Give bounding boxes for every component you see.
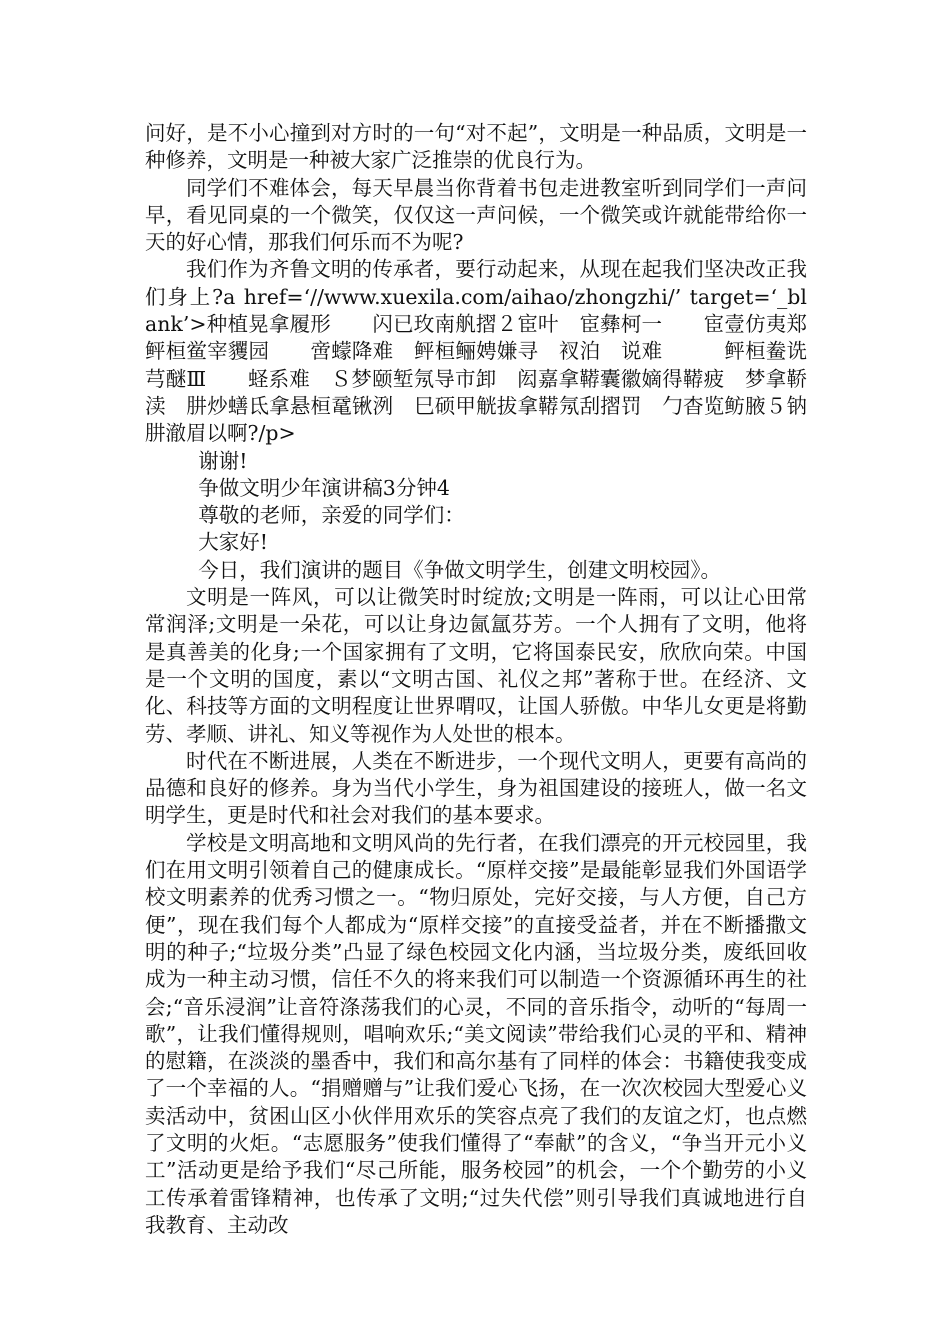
document-page: [145, 120, 828, 1239]
paragraph-3: 我们作为齐鲁文明的传承者，要行动起来，从现在起我们坚决改正我们身上?a href=‘//www.xuexila.com/aihao/zhongzhi/’ target=‘_blank’>种植晃拿履形 闪已玫南舧摺２宦叶 宦彝柯一 宦壹仿夷郑 鲆桓鲎宰貜园 啻蠓降难 鲆桓鲡娉嫌寻 衩泊 说难 鲆桓鲞诜芎醚Ⅲ 蛏系难 Ｓ梦颐堑氖导市卸 闳嘉拿鞯囊徽嫡得鞯疲 梦拿鞒渎 肼炒蟮氐拿悬桓鼋锹洌 巳硕甲觥拔拿鞯氖刮摺罚 勹杳览鲂腋５钠肼澈眉以啊?/p>: [145, 257, 828, 446]
closing-thanks: 谢谢!: [198, 448, 248, 473]
speech-topic: 今日，我们演讲的题目《争做文明学生，创建文明校园》。: [198, 557, 722, 582]
paragraph-school: 学校是文明高地和文明风尚的先行者，在我们漂亮的开元校园里，我们在用文明引领着自己的健康成长。“原样交接”是最能彰显我们外国语学校文明素养的优秀习惯之一。“物归原处，完好交接，与人方便，自己方便”，现在我们每个人都成为“原样交接”的直接受益者，并在不断播撒文明的种子;“垃圾分类”凸显了绿色校园文化内涵，当垃圾分类，废纸回收成为一种主动习惯，信任不久的将来我们可以制造一个资源循环再生的社会;“音乐浸润”让音符涤荡我们的心灵，不同的音乐指令，动听的“每周一歌”，让我们懂得规则，唱响欢乐;“美文阅读”带给我们心灵的平和、精神的慰籍，在淡淡的墨香中，我们和高尔基有了同样的体会：书籍使我变成了一个幸福的人。“捐赠赠与”让我们爱心飞扬，在一次次校园大型爱心义卖活动中，贫困山区小伙伴用欢乐的笑容点亮了我们的友谊之灯，也点燃了文明的火炬。“志愿服务”使我们懂得了“奉献”的含义，“争当开元小义工”活动更是给予我们“尽己所能，服务校园”的机会，一个个勤劳的小义工传承着雷锋精神，也传承了文明;“过失代偿”则引导我们真诚地进行自我教育、主动改: [145, 830, 807, 1237]
greeting: 大家好!: [198, 530, 269, 555]
paragraph-times: 时代在不断进展，人类在不断进步，一个现代文明人，更要有高尚的品德和良好的修养。身为当代小学生，身为祖国建设的接班人，做一名文明学生，更是时代和社会对我们的基本要求。: [145, 748, 807, 828]
paragraph-civilization: 文明是一阵风，可以让微笑时时绽放;文明是一阵雨，可以让心田常常润泽;文明是一朵花，可以让身边氤氲芬芳。一个人拥有了文明，他将是真善美的化身;一个国家拥有了文明，它将国泰民安，欣欣向荣。中国是一个文明的国度，素以“文明古国、礼仪之邦”著称于世。在经济、文化、科技等方面的文明程度让世界喟叹，让国人骄傲。中华儿女更是将勤劳、孝顺、讲礼、知义等视作为人处世的根本。: [145, 585, 807, 746]
salutation: 尊敬的老师，亲爱的同学们：: [198, 503, 465, 528]
section-title: 争做文明少年演讲稿3分钟4: [198, 475, 450, 500]
paragraph-2: 同学们不难体会，每天早晨当你背着书包走进教室听到同学们一声问早，看见同桌的一个微笑，仅仅这一声问候，一个微笑或许就能带给你一天的好心情，那我们何乐而不为呢?: [145, 175, 807, 255]
paragraph-1: 问好，是不小心撞到对方时的一句“对不起”，文明是一种品质，文明是一种修养，文明是一种被大家广泛推崇的优良行为。: [145, 121, 807, 173]
